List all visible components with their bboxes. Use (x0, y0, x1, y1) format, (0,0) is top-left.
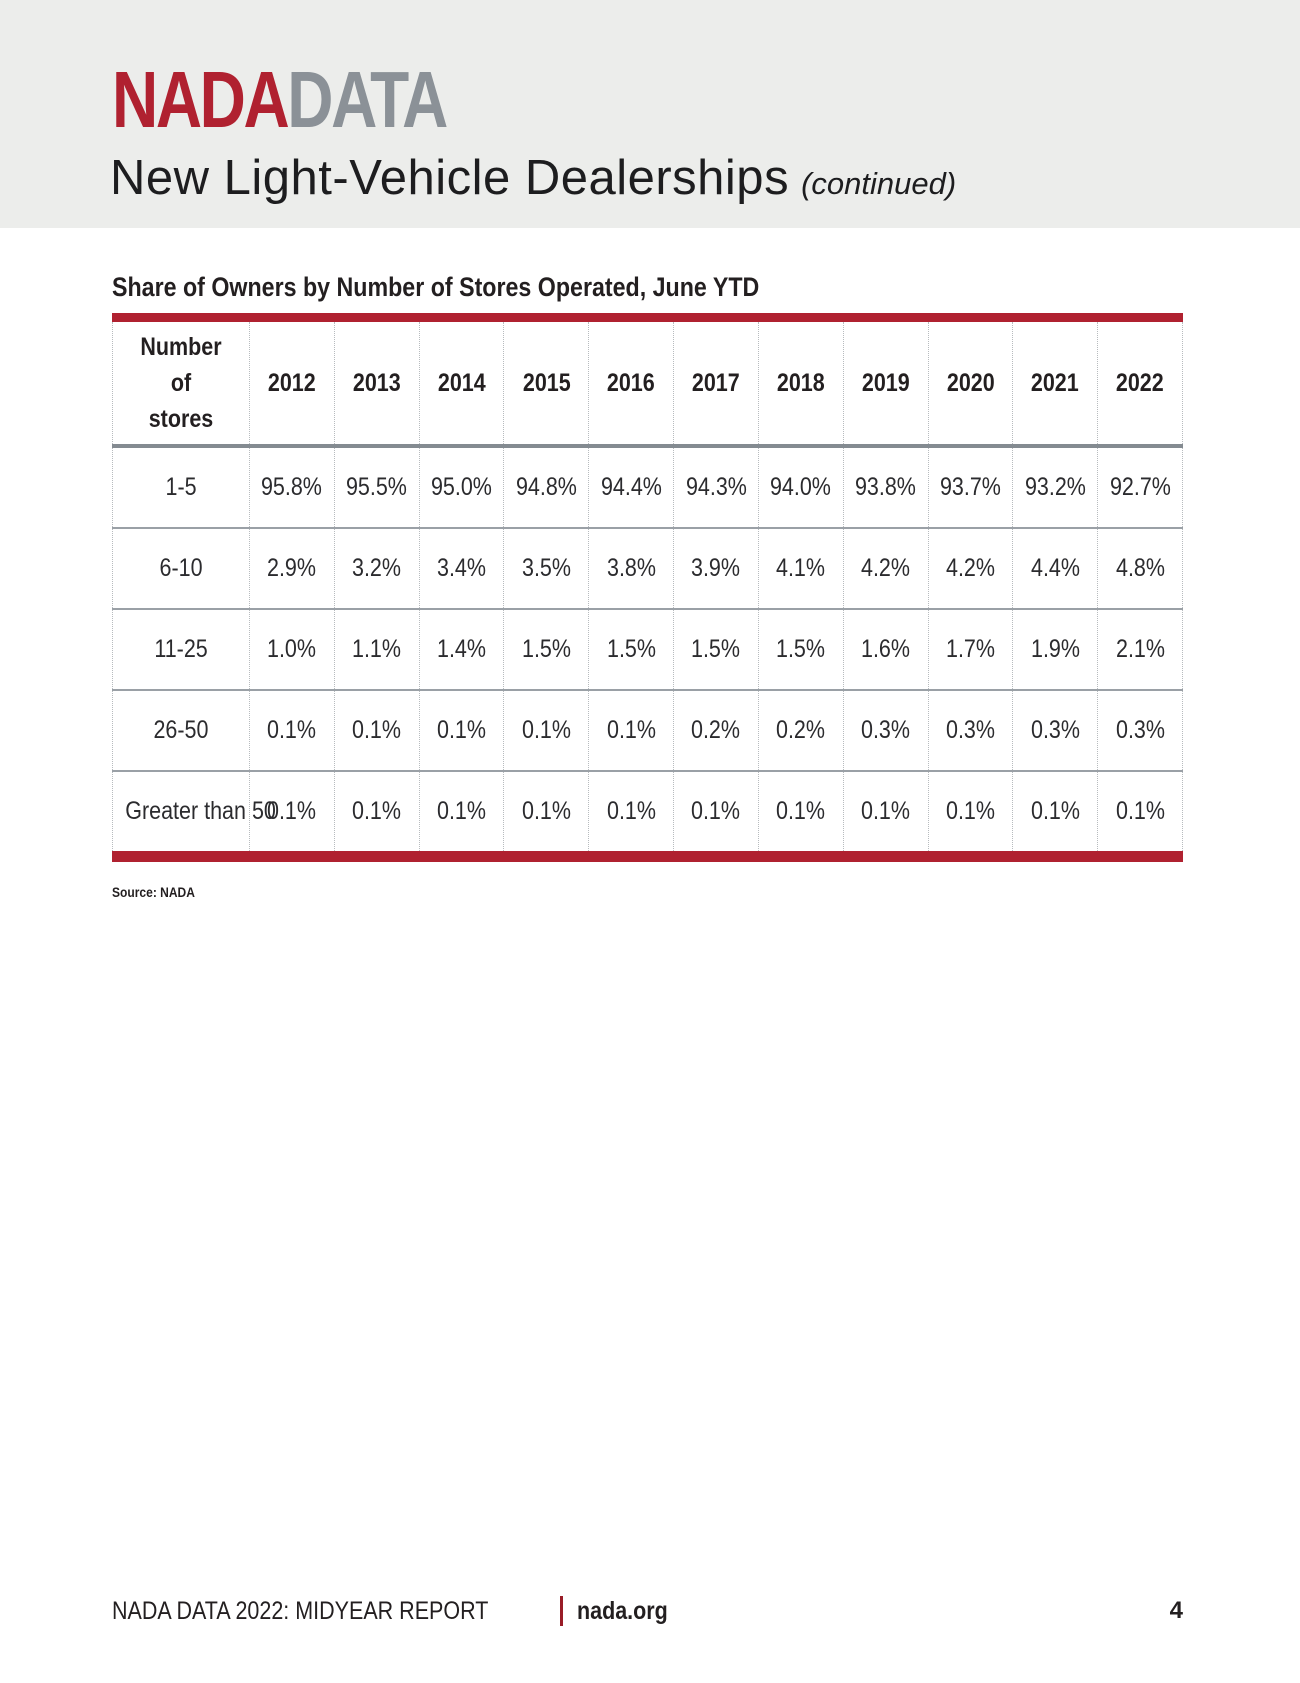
page-title-text: New Light-Vehicle Dealerships (110, 151, 790, 205)
share-cell: 1.1% (334, 609, 419, 690)
share-cell: 3.5% (504, 528, 589, 609)
share-cell: 0.1% (334, 771, 419, 851)
table-bottom-accent-bar (112, 851, 1183, 862)
share-cell: 95.5% (334, 446, 419, 528)
year-column-header: 2018 (758, 322, 843, 446)
share-cell: 1.9% (1013, 609, 1098, 690)
share-cell: 0.1% (250, 771, 335, 851)
share-cell: 95.8% (250, 446, 335, 528)
table-top-accent-bar (112, 313, 1183, 322)
year-column-header: 2016 (589, 322, 674, 446)
logo-nada: NADA (112, 55, 288, 144)
row-label: 6-10 (113, 528, 250, 609)
page-footer (112, 1594, 1183, 1628)
row-label: Greater than 50 (113, 771, 250, 851)
share-cell: 94.3% (674, 446, 759, 528)
share-cell: 3.4% (419, 528, 504, 609)
share-cell: 0.1% (1098, 771, 1183, 851)
year-column-header: 2021 (1013, 322, 1098, 446)
logo-data: DATA (287, 55, 446, 144)
share-cell: 93.2% (1013, 446, 1098, 528)
share-cell: 0.1% (504, 690, 589, 771)
share-cell: 0.1% (419, 690, 504, 771)
share-cell: 0.1% (589, 771, 674, 851)
row-label: 26-50 (113, 690, 250, 771)
year-column-header: 2017 (674, 322, 759, 446)
share-table (112, 322, 1183, 851)
share-cell: 0.2% (674, 690, 759, 771)
share-cell: 94.8% (504, 446, 589, 528)
footer-divider (560, 1596, 563, 1626)
share-cell: 0.1% (334, 690, 419, 771)
share-cell: 0.3% (928, 690, 1013, 771)
share-cell: 3.9% (674, 528, 759, 609)
share-cell: 0.2% (758, 690, 843, 771)
year-column-header: 2015 (504, 322, 589, 446)
year-column-header: 2013 (334, 322, 419, 446)
share-of-owners-table (112, 313, 1183, 862)
share-cell: 2.1% (1098, 609, 1183, 690)
year-column-header: 2022 (1098, 322, 1183, 446)
page-title (110, 152, 956, 206)
table-row (113, 528, 1183, 609)
share-cell: 0.3% (843, 690, 928, 771)
share-cell: 4.1% (758, 528, 843, 609)
share-cell: 94.0% (758, 446, 843, 528)
share-cell: 0.1% (419, 771, 504, 851)
footer-page-number: 4 (1169, 1597, 1183, 1624)
year-column-header: 2012 (250, 322, 335, 446)
row-label: 11-25 (113, 609, 250, 690)
share-cell: 0.1% (250, 690, 335, 771)
share-cell: 2.9% (250, 528, 335, 609)
page-title-note: (continued) (801, 166, 957, 201)
share-cell: 0.1% (674, 771, 759, 851)
share-cell: 93.7% (928, 446, 1013, 528)
share-cell: 4.8% (1098, 528, 1183, 609)
share-cell: 4.2% (843, 528, 928, 609)
table-title: Share of Owners by Number of Stores Operated, June YTD (112, 272, 760, 302)
share-cell: 0.1% (843, 771, 928, 851)
share-cell: 1.5% (589, 609, 674, 690)
share-cell: 1.6% (843, 609, 928, 690)
share-cell: 0.1% (758, 771, 843, 851)
table-row (113, 446, 1183, 528)
share-cell: 95.0% (419, 446, 504, 528)
share-cell: 0.1% (504, 771, 589, 851)
share-cell: 0.3% (1013, 690, 1098, 771)
share-cell: 1.7% (928, 609, 1013, 690)
source-note: Source: NADA (112, 884, 195, 900)
footer-report-title: NADA DATA 2022: MIDYEAR REPORT (112, 1596, 489, 1625)
share-cell: 1.0% (250, 609, 335, 690)
share-cell: 94.4% (589, 446, 674, 528)
share-cell: 4.4% (1013, 528, 1098, 609)
share-cell: 0.1% (928, 771, 1013, 851)
year-column-header: 2014 (419, 322, 504, 446)
nada-data-logo (112, 55, 446, 144)
share-cell: 93.8% (843, 446, 928, 528)
share-cell: 3.8% (589, 528, 674, 609)
table-row (113, 609, 1183, 690)
row-label: 1-5 (113, 446, 250, 528)
share-cell: 0.1% (589, 690, 674, 771)
table-row (113, 690, 1183, 771)
share-cell: 1.5% (758, 609, 843, 690)
share-cell: 1.5% (504, 609, 589, 690)
share-cell: 0.3% (1098, 690, 1183, 771)
share-cell: 4.2% (928, 528, 1013, 609)
stores-column-header: Number of stores (113, 322, 250, 446)
table-row (113, 771, 1183, 851)
year-column-header: 2020 (928, 322, 1013, 446)
share-cell: 1.4% (419, 609, 504, 690)
share-cell: 92.7% (1098, 446, 1183, 528)
table-header-row (113, 322, 1183, 446)
footer-website-link[interactable]: nada.org (576, 1596, 668, 1625)
year-column-header: 2019 (843, 322, 928, 446)
header-band (0, 0, 1300, 228)
share-cell: 0.1% (1013, 771, 1098, 851)
share-cell: 1.5% (674, 609, 759, 690)
share-cell: 3.2% (334, 528, 419, 609)
